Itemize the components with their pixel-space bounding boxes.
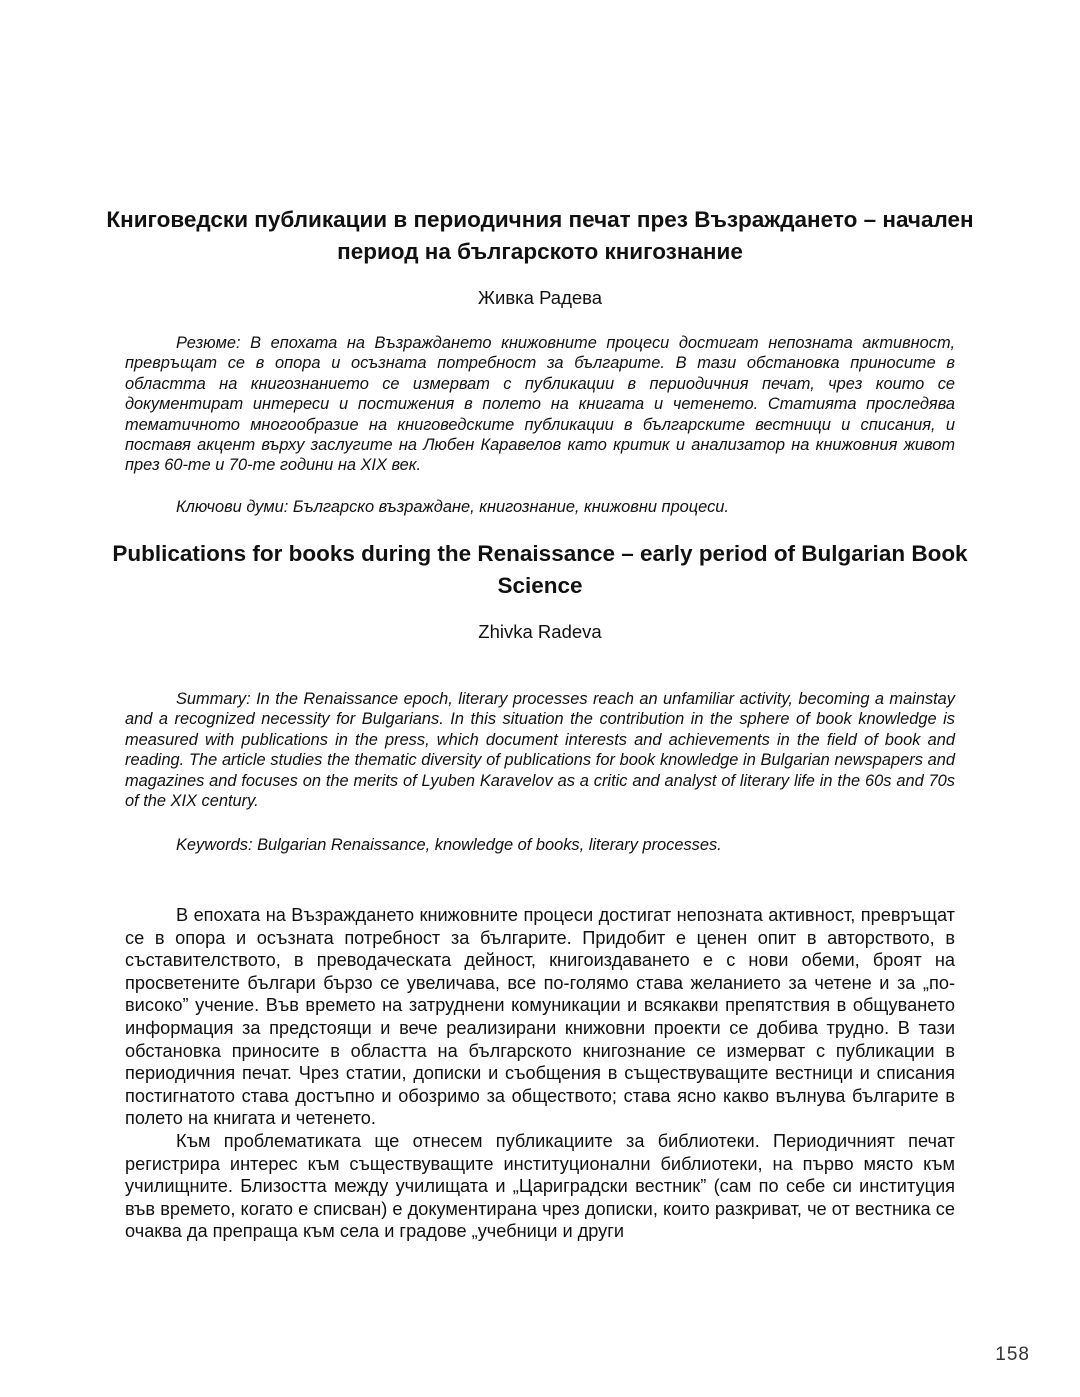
title-bulgarian: Книговедски публикации в периодичния печат през Възраждането – начален период на българското книгознание [106,207,974,264]
body-paragraph: Към проблематиката ще отнесем публикациите за библиотеки. Периодичният печат регистрира интерес към съществуващите институционални библиотеки, на първо място към училищните. Близостта между училищата и „Цариградски вестник” (сам по себе си институция във времето, когато е списван) е документирана чрез дописки, които разкриват, че от вестника се очаква да препраща към села и градове „учебници и други [125,1130,955,1242]
page-number: 158 [995,1344,1030,1365]
abstract-bulgarian: Резюме: В епохата на Възраждането книжовните процеси достигат непозната активност, превръщат се в опора и осъзната потребност за българите. В тази обстановка приносите в областта на книгознанието се измерват с публикации в периодичния печат, чрез които се документират интереси и постижения в полето на книгата и четенето. Статията проследява тематичното многообразие на книговедските публикации в българските вестници и списания, и поставя акцент върху заслугите на Любен Каравелов като критик и анализатор на книжовния живот през 60-те и 70-те години на XIX век. [125,334,955,475]
keywords-english: Keywords: Bulgarian Renaissance, knowledge of books, literary processes. [176,836,722,854]
body-paragraph: В епохата на Възраждането книжовните процеси достигат непозната активност, превръщат се в опора и осъзната потребност за българите. Придобит е ценен опит в авторството, в съставителството, в преводаческата дейност, книгоиздаването е с нови обеми, броят на просветените българи бързо се увеличава, все по-голямо става желанието за четене и за „по-високо” учение. Във времето на затруднени комуникации и всякакви препятствия в общуването информация за предстоящи и вече реализирани книжовни проекти се добива трудно. В тази обстановка приносите в областта на българското книгознание се измерват с публикации в периодичния печат. Чрез статии, дописки и съобщения в съществуващите вестници и списания постигнатото става достъпно и обозримо за обществото; става ясно какво вълнува българите в полето на книгата и четенето. [125,905,955,1129]
title-english: Publications for books during the Renaissance – early period of Bulgarian Book Science [112,541,968,598]
author-english: Zhivka Radeva [478,621,602,642]
body-text [125,904,955,1243]
keywords-bulgarian: Ключови думи: Българско възраждане, книгознание, книжовни процеси. [176,498,729,516]
abstract-english: Summary: In the Renaissance epoch, literary processes reach an unfamiliar activity, becoming a mainstay and a recognized necessity for Bulgarians. In this situation the contribution in the sphere of book knowledge is measured with publications in the press, which document interests and achievements in the field of book and reading. The article studies the thematic diversity of publications for book knowledge in Bulgarian newspapers and magazines and focuses on the merits of Lyuben Karavelov as a critic and analyst of literary life in the 60s and 70s of the XIX century. [125,690,955,811]
author-bulgarian: Живка Радева [477,287,603,308]
